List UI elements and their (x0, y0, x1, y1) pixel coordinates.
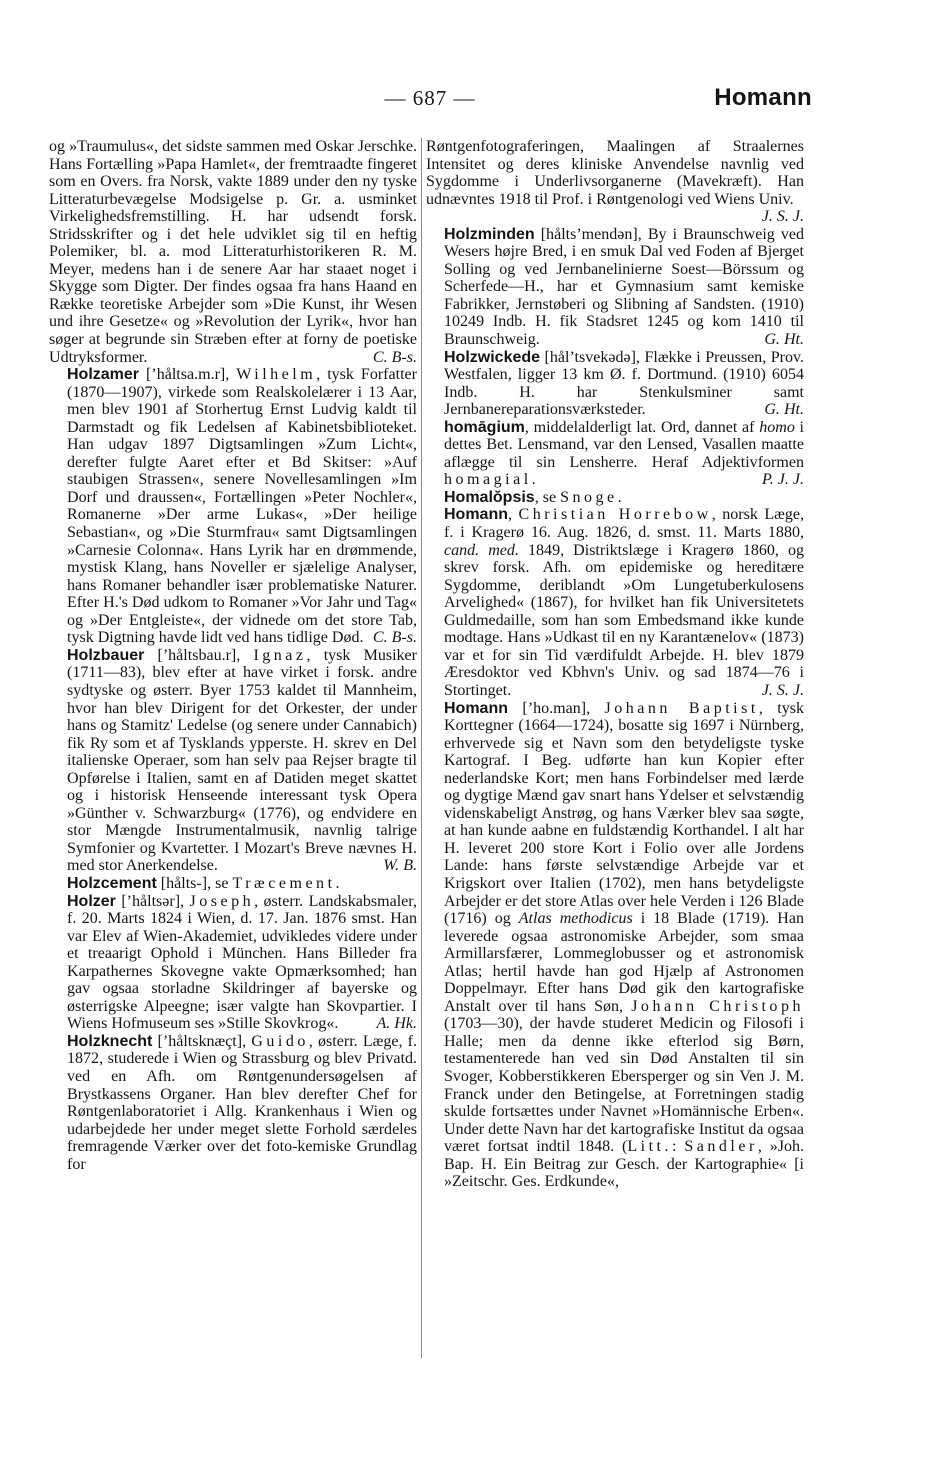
running-head: Homann (714, 84, 812, 111)
author-signature: J. S. J. (761, 208, 804, 226)
left-column (49, 138, 417, 1370)
entry-continuation: Røntgenfotograferingen, Maalingen af Straalernes Intensitet og deres kliniske Anvendelse navnlig ved Sygdomme i Underlivsorganerne (Mavekræft). Han udnævntes 1918 til Prof. i Røntgenologi ved Wiens Univ. J. S. J. (426, 138, 804, 226)
headword: Holzer (67, 892, 116, 910)
headword: homāgium (444, 418, 525, 436)
page-header (0, 82, 928, 116)
cross-reference: Træcement (232, 874, 336, 892)
headword: Homann (444, 506, 508, 524)
entry-holzknecht: Holzknecht [ʼhåltsknæçt], Guido, østerr. Læge, f. 1872, studerede i Wien og Strassburg og blev Privatd. ved en Afh. om Røntgenundersøgelsen af Brystkassens Organer. Han blev derefter Chef for Røntgenlaboratoriet i Allg. Krankenhaus i Wien og udarbejdede her under meget slette Forhold særdeles fremragende Værker over det foto-kemiske Grundlag for (67, 1032, 417, 1173)
page-number: — 687 — (384, 86, 476, 110)
headword: Holzamer (67, 366, 140, 384)
entry-homann-johann: Homann [ʼho.man], Johann Baptist, tysk Korttegner (1664—1724), bosatte sig 1697 i Nürnberg, erhvervede sig et Navn som den betydeligste tyske Kartograf. I Beg. udførte han kun Kopier efter nederlandske Kort; men hans Forbindelser med lærde og dygtige Mænd gav snart hans Ydelser et selvstændig videnskabeligt Anstrøg, og hans Værker blev saa søgte, at han kunde aabne en fuldstændig Korthandel. I alt har H. leveret 200 store Kort i Folio over alle Jordens Lande: hans første selvstændige Arbejde var et Krigskort over Italien (1702), men hans betydeligste Arbejder er det store Atlas over hele Verden i 126 Blade (1716) og Atlas methodicus i 18 Blade (1719). Han leverede ogsaa astronomiske Arbejder, som smaa Armillarsfærer, Lommeglobusser og et astronomisk Atlas; hertil havde han god Hjælp af Astronomen Doppelmayr. Efter hans Død gik den kartografiske Anstalt over til hans Søn, Johann Christoph (1703—30), der havde studeret Medicin og Filosofi i Halle; men da denne ikke efterlod sig Børn, testamenterede han ved sin Død Anstalten til sin Svoger, Kobberstikkeren Ebersperger og sin Ven J. M. Franck under den Betingelse, at Forretningen stadig skulde fortsættes under Navnet »Homännische Erben«. Under dette Navn har det kartografiske Institut da ogsaa været fortsat indtil 1848. (Litt.: Sandler, »Joh. Bap. H. Ein Beitrag zur Gesch. der Kartographie« [i »Zeitschr. Ges. Erdkunde«, (444, 699, 804, 1191)
right-column (426, 138, 804, 1370)
headword: Holzbauer (67, 646, 145, 664)
author-signature: C. B-s. (372, 629, 417, 647)
headword: Homann (444, 699, 508, 717)
headword: Holzknecht (67, 1032, 153, 1050)
entry-holzminden: Holzminden [hålts’mendən], By i Braunschweig ved Wesers højre Bred, i en smuk Dal ved Foden af Bjerget Solling og ved Jernbanelinierne Soest—Börssum og Scherfede—H., har et Gymnasium samt kemiske Fabrikker, Jernstøberi og Slibning af Sandsten. (1910) 10249 Indb. H. fik Stadsret 1245 og kom 1410 til Braunschweig. G. Ht. (444, 225, 804, 349)
entry-continuation: og »Traumulus«, det sidste sammen med Oskar Jerschke. Hans Fortælling »Papa Hamlet«, der fremtraadte fingeret som en Overs. fra Norsk, vakte 1889 under den ny tyske Litteraturbevægelse Modsigelse p. Gr. a. usminket Virkelighedsfremstilling. H. har udsendt forsk. Stridsskrifter og i det hele udviklet sig til en heftig Polemiker, bl. a. mod Litteraturhistorikeren R. M. Meyer, medens han i de senere Aar har staaet noget i Skygge som Digter. Der findes ogsaa fra hans Haand en Række teoretiske Arbejder som »Die Kunst, ihr Wesen und ihre Gesetze« og »Revolution der Lyrik«, hvor han søger at begrunde sin Stræben efter at forny de poetiske Udtryksformer. C. B-s. (49, 138, 417, 366)
entry-holzwickede: Holzwickede [hål’tsvekədə], Flække i Preussen, Prov. Westfalen, ligger 13 km Ø. f. Dortmund. (1910) 6054 Indb. H. har Stenkulsminer samt Jernbanereparationsværksteder. G. Ht. (444, 348, 804, 419)
entry-homagium: homāgium, middelalderligt lat. Ord, dannet af homo i dettes Bet. Lensmand, var den Lensed, Vasallen maatte aflægge til sin Lensherre. Heraf Adjektivformen homagial. P. J. J. (444, 418, 804, 489)
entry-holzer: Holzer [ʼhåltsər], Joseph, østerr. Landskabsmaler, f. 20. Marts 1824 i Wien, d. 17. Jan. 1876 smst. Han var Elev af Wien-Akademiet, udvikledes videre under et treaarigt Ophold i München. Hans Billeder fra Karpathernes Skovegne vakte Opmærksomhed; han gav ogsaa storladne Skildringer af bayerske og østerrigske Alpeegne; især valgte han Skovpartier. I Wiens Hofmuseum ses »Stille Skovkrog«. A. Hk. (67, 892, 417, 1033)
author-signature: A. Hk. (376, 1015, 417, 1033)
entry-homann-christian: Homann, Christian Horrebow, norsk Læge, f. i Kragerø 16. Aug. 1826, d. smst. 11. Marts 1880, cand. med. 1849, Distriktslæge i Kragerø 1860, og skrev forsk. Afh. om epidemiske og hereditære Sygdomme, deriblandt »Om Lungetuberkulosens Arvelighed« (1867), for hvilket han fik Universitetets Guldmedaille, som han som Embedsmand ikke kunde modtage. Hans »Udkast til en ny Karantænelov« (1873) var et for sin Tid værdifuldt Arbejde. H. blev 1879 Æresdoktor ved Kbhvn's Univ. og sad 1874—76 i Stortinget. J. S. J. (444, 506, 804, 699)
entry-holzbauer: Holzbauer [ʼhåltsbau.r], Ignaz, tysk Musiker (1711—83), blev efter at have virket i forsk. andre sydtyske og østerr. Byer 1753 kaldet til Mannheim, hvor han blev Dirigent for det Orkester, der under hans og Stamitz' Ledelse (og senere under Cannabich) fik Ry som et af Tysklands ypperste. H. skrev en Del italienske Operaer, som han selv paa Rejser bragte til Opførelse i Italien, samt en af Datiden meget skattet og i historisk Henseende interessant tysk Opera »Günther v. Schwarzburg« (1776), og endvidere en stor Mængde Instrumentalmusik, navnlig talrige Symfonier og Kvartetter. I Mozart's Breve nævnes H. med stor Anerkendelse. W. B. (67, 646, 417, 875)
headword: Holzcement (67, 874, 157, 892)
headword: Homalŏpsis (444, 488, 535, 506)
entry-holzcement: Holzcement [hålts-], se Træcement. (67, 874, 340, 892)
author-signature: G. Ht. (764, 401, 804, 419)
column-divider (421, 138, 422, 1358)
entry-holzamer: Holzamer [ʼhåltsa.m.r], Wilhelm, tysk Forfatter (1870—1907), virkede som Realskolelærer i 13 Aar, men blev 1901 af Storhertug Ernst Ludvig kaldt til Darmstadt og fik Ledelsen af Kabinetsbiblioteket. Han udgav 1897 Digtsamlingen »Zum Licht«, derefter fulgte Aaret efter et Bd Skitser: »Auf staubigen Strassen«, senere Novellesamlingen »Im Dorf und draussen«, Fortællingen »Peter Nochler«, Romanerne »Der arme Lukas«, »Der heilige Sebastian«, og »Die Sturmfrau« samt Digtsamlingen »Carnesie Colonna«. Hans Lyrik har en drømmende, mystisk Klang, hans Noveller er sjælelige Analyser, hans Romaner behandler især problematiske Naturer. Efter H.'s Død udkom to Romaner »Vor Jahr und Tag« og »Der Entgleiste«, der vidnede om det store Tab, tysk Digtning havde lidt ved hans tidlige Død. C. B-s. (67, 366, 417, 647)
author-signature: J. S. J. (761, 681, 804, 699)
headword: Holzminden (444, 225, 535, 243)
author-signature: W. B. (383, 857, 417, 875)
author-signature: P. J. J. (762, 471, 804, 489)
entry-homalopsis: Homalŏpsis, se Snoge. (444, 488, 622, 506)
headword: Holzwickede (444, 348, 541, 366)
author-signature: G. Ht. (764, 331, 804, 349)
cross-reference: Snoge (560, 488, 618, 506)
author-signature: C. B-s. (372, 348, 417, 366)
